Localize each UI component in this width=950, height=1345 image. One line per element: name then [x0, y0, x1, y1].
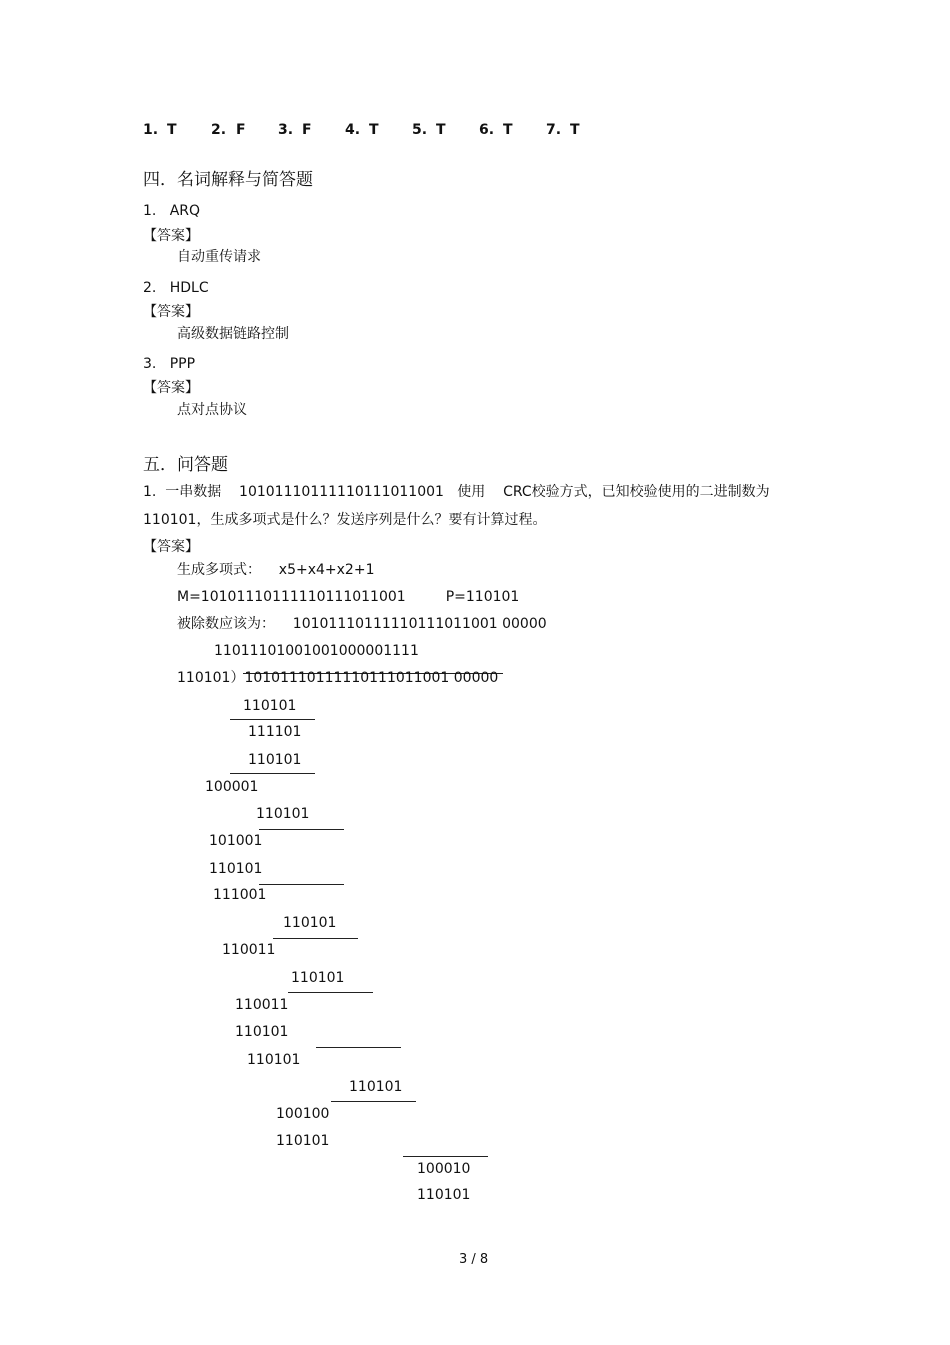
division-step: 111001 [213, 887, 267, 903]
division-step: 110101 [417, 1187, 471, 1203]
term-ppp: 3. PPP [143, 356, 196, 372]
tf-num-7: 7. [546, 122, 562, 138]
division-step: 110011 [222, 942, 276, 958]
division-rule [259, 884, 344, 885]
tf-val-7: T [570, 122, 580, 138]
page-number: 3 / 8 [459, 1252, 489, 1267]
term-arq: 1. ARQ [143, 203, 201, 219]
division-step: 101001 [209, 833, 263, 849]
answer-arq: 自动重传请求 [177, 249, 261, 265]
polynomial-line: 生成多项式： x5+x4+x2+1 [177, 562, 375, 578]
division-step: 100100 [276, 1106, 330, 1122]
question-line-1: 1. 一串数据 10101110111110111011001 使用 CRC校验方式，已知校验使用的二进制数为 [143, 484, 770, 500]
answer-label: 【答案】 [143, 380, 199, 396]
tf-val-2: F [236, 122, 246, 138]
answer-hdlc: 高级数据链路控制 [177, 326, 289, 342]
division-rule [331, 1101, 416, 1102]
term-hdlc: 2. HDLC [143, 280, 209, 296]
tf-val-1: T [167, 122, 177, 138]
division-step: 110101 [276, 1133, 330, 1149]
division-step: 100001 [205, 779, 259, 795]
division-step: 110101 [291, 970, 345, 986]
m-p-line: M=10101110111110111011001 P=110101 [177, 589, 520, 605]
division-step: 110101 [349, 1079, 403, 1095]
division-rule [230, 719, 315, 720]
division-rule [273, 938, 358, 939]
division-step: 110101 [243, 698, 297, 714]
division-step: 110101 [256, 806, 310, 822]
division-rule [316, 1047, 401, 1048]
tf-num-3: 3. [278, 122, 294, 138]
tf-val-6: T [503, 122, 513, 138]
tf-val-5: T [436, 122, 446, 138]
division-step: 111101 [248, 724, 302, 740]
tf-num-4: 4. [345, 122, 361, 138]
division-rule [288, 992, 373, 993]
section4-heading: 四．名词解释与简答题 [143, 170, 313, 190]
division-step: 110101 [283, 915, 337, 931]
division-step: 110101 [209, 861, 263, 877]
section5-heading: 五．问答题 [143, 455, 228, 475]
divisor-dividend-line: 110101）10101110111110111011001 00000 [177, 670, 499, 686]
tf-num-6: 6. [479, 122, 495, 138]
division-rule [403, 1156, 488, 1157]
division-rule [259, 829, 344, 830]
division-step: 110011 [235, 997, 289, 1013]
tf-num-5: 5. [412, 122, 428, 138]
tf-val-4: T [369, 122, 379, 138]
division-rule [230, 773, 315, 774]
dividend-line: 被除数应该为： 10101110111110111011001 00000 [177, 616, 547, 632]
division-step: 100010 [417, 1161, 471, 1177]
tf-val-3: F [302, 122, 312, 138]
tf-num-1: 1. [143, 122, 159, 138]
tf-num-2: 2. [211, 122, 227, 138]
answer-label: 【答案】 [143, 228, 199, 244]
answer-label: 【答案】 [143, 304, 199, 320]
answer-label: 【答案】 [143, 539, 199, 555]
answer-ppp: 点对点协议 [177, 402, 247, 418]
question-line-2: 110101，生成多项式是什么？发送序列是什么？要有计算过程。 [143, 512, 547, 528]
division-step: 110101 [247, 1052, 301, 1068]
quotient: 11011101001001000001111 [214, 643, 419, 659]
division-step: 110101 [235, 1024, 289, 1040]
division-step: 110101 [248, 752, 302, 768]
